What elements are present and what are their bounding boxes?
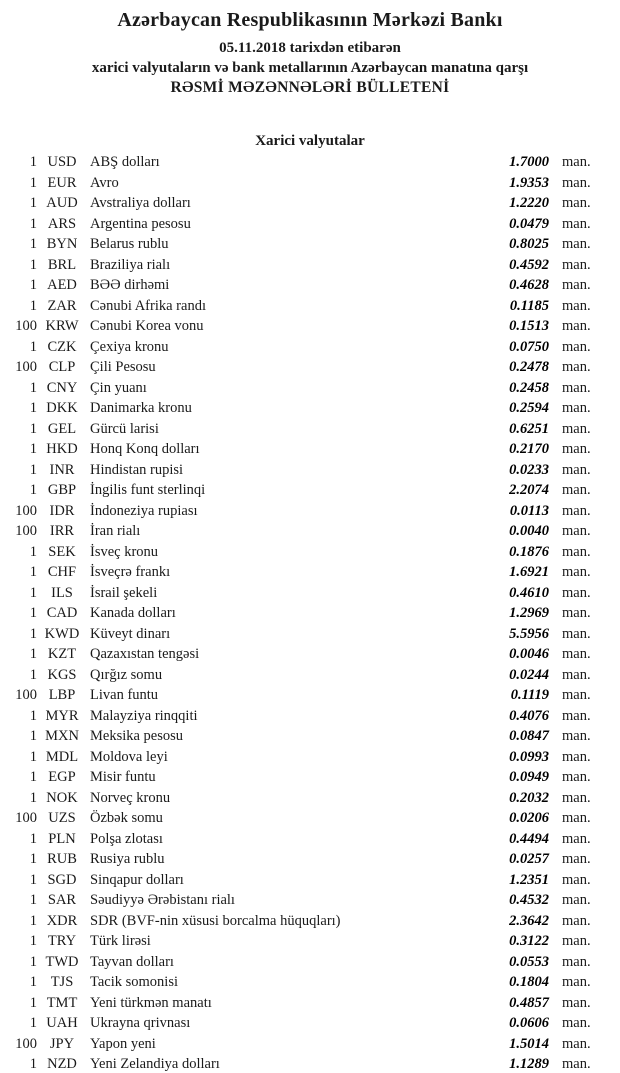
rate-value: 2.2074 xyxy=(509,482,549,498)
currency-name: Türk lirəsi xyxy=(90,933,151,949)
unit-label: man. xyxy=(562,810,591,826)
quantity: 1 xyxy=(29,789,37,806)
currency-code: MDL xyxy=(45,748,79,765)
unit-label: man. xyxy=(562,543,591,560)
rate-value: 2.3642 xyxy=(509,912,549,929)
rate-row xyxy=(0,357,597,378)
unit-label: man. xyxy=(562,1035,591,1052)
currency-code: PLN xyxy=(48,830,76,847)
unit-label: man. xyxy=(562,256,591,273)
unit-label: man. xyxy=(562,789,591,806)
unit-label: man. xyxy=(562,769,591,785)
currency-code: NOK xyxy=(46,789,78,806)
currency-name: Norveç kronu xyxy=(90,789,171,806)
rate-row xyxy=(0,193,597,214)
rate-row xyxy=(0,952,597,973)
rate-value: 0.4628 xyxy=(509,277,549,293)
currency-name: Sinqapur dolları xyxy=(90,871,184,888)
quantity: 100 xyxy=(15,523,37,539)
quantity: 1 xyxy=(29,748,37,765)
rate-row xyxy=(0,316,597,337)
rate-row xyxy=(0,1034,597,1055)
unit-label: man. xyxy=(562,892,591,908)
currency-code: LBP xyxy=(48,687,76,703)
unit-label: man. xyxy=(562,974,591,990)
rates-table xyxy=(0,152,620,1073)
unit-label: man. xyxy=(562,461,591,478)
rate-value: 0.1804 xyxy=(509,974,549,990)
currency-name: Yeni türkmən manatı xyxy=(90,994,212,1011)
quantity: 1 xyxy=(29,338,37,355)
quantity: 1 xyxy=(29,195,37,211)
unit-label: man. xyxy=(562,666,591,683)
currency-code: SEK xyxy=(48,543,76,560)
currency-code: HKD xyxy=(46,441,78,457)
quantity: 1 xyxy=(29,994,37,1011)
rate-value: 1.9353 xyxy=(509,174,549,191)
currency-code: KZT xyxy=(47,646,77,662)
rate-row xyxy=(0,1054,597,1073)
rate-value: 0.1876 xyxy=(509,543,549,560)
currency-name: Tayvan dolları xyxy=(90,953,174,970)
rate-value: 1.2220 xyxy=(509,195,549,211)
rate-row xyxy=(0,562,597,583)
quantity: 1 xyxy=(29,174,37,191)
currency-code: ZAR xyxy=(47,297,77,314)
document-header xyxy=(0,0,620,98)
rate-value: 0.8025 xyxy=(509,236,549,252)
rate-row xyxy=(0,542,597,563)
rate-row xyxy=(0,398,597,419)
rate-row xyxy=(0,501,597,522)
quantity: 1 xyxy=(29,236,37,252)
rate-row xyxy=(0,337,597,358)
currency-name: Kanada dolları xyxy=(90,605,176,621)
currency-name: BƏƏ dirhəmi xyxy=(90,277,170,293)
rate-value: 0.2032 xyxy=(509,789,549,806)
rate-row xyxy=(0,829,597,850)
quantity: 1 xyxy=(29,543,37,560)
currency-name: Cənubi Afrika randı xyxy=(90,297,206,314)
currency-code: XDR xyxy=(46,912,78,929)
currency-code: CHF xyxy=(47,564,77,580)
rate-value: 0.1185 xyxy=(509,297,549,314)
currency-name: Livan funtu xyxy=(90,687,159,703)
quantity: 1 xyxy=(29,666,37,683)
unit-label: man. xyxy=(562,359,591,375)
rate-row xyxy=(0,685,597,706)
quantity: 100 xyxy=(15,1035,37,1052)
currency-code: AED xyxy=(47,277,77,293)
currency-code: CNY xyxy=(46,379,78,396)
rate-value: 0.0206 xyxy=(509,810,549,826)
unit-label: man. xyxy=(562,215,591,232)
rate-row xyxy=(0,234,597,255)
currency-name: SDR (BVF-nin xüsusi borcalma hüquqları) xyxy=(90,912,341,929)
quantity: 1 xyxy=(29,461,37,478)
currency-name: Ukrayna qrivnası xyxy=(90,1015,191,1031)
unit-label: man. xyxy=(562,584,591,601)
rate-row xyxy=(0,296,597,317)
unit-label: man. xyxy=(562,728,591,744)
rate-row xyxy=(0,767,597,788)
rate-value: 0.0113 xyxy=(509,502,549,519)
currency-code: KWD xyxy=(44,625,80,642)
currency-code: TWD xyxy=(45,953,79,970)
unit-label: man. xyxy=(562,441,591,457)
quantity: 1 xyxy=(29,1015,37,1031)
currency-name: Braziliya rialı xyxy=(90,256,171,273)
currency-code: CLP xyxy=(48,359,76,375)
currency-code: GEL xyxy=(47,420,77,437)
rate-row xyxy=(0,747,597,768)
rate-row xyxy=(0,931,597,952)
rate-value: 0.4532 xyxy=(509,892,549,908)
section-title-foreign-currencies: Xarici valyutalar xyxy=(255,133,365,149)
currency-name: İsveç kronu xyxy=(90,543,159,560)
currency-name: İran rialı xyxy=(90,523,141,539)
currency-code: IDR xyxy=(49,502,75,519)
currency-code: ILS xyxy=(51,584,73,601)
unit-label: man. xyxy=(562,933,591,949)
currency-code: UZS xyxy=(48,810,76,826)
rate-row xyxy=(0,378,597,399)
currency-name: Danimarka kronu xyxy=(90,400,192,416)
rate-value: 0.0606 xyxy=(509,1015,549,1031)
currency-name: Yeni Zelandiya dolları xyxy=(90,1056,220,1072)
rate-row xyxy=(0,255,597,276)
unit-label: man. xyxy=(562,851,591,867)
rate-value: 0.2170 xyxy=(509,441,549,457)
rate-row xyxy=(0,603,597,624)
quantity: 1 xyxy=(29,728,37,744)
currency-name: Avro xyxy=(90,174,119,191)
unit-label: man. xyxy=(562,1015,591,1031)
rate-value: 0.4857 xyxy=(509,994,549,1011)
currency-code: EGP xyxy=(48,769,76,785)
bank-name: Azərbaycan Respublikasının Mərkəzi Bankı xyxy=(117,9,503,31)
quantity: 1 xyxy=(29,605,37,621)
quantity: 1 xyxy=(29,256,37,273)
rate-value: 0.1513 xyxy=(509,318,549,334)
quantity: 100 xyxy=(15,359,37,375)
quantity: 100 xyxy=(15,687,37,703)
currency-name: Çili Pesosu xyxy=(90,359,156,375)
effective-date: 05.11.2018 tarixdən etibarən xyxy=(219,40,401,56)
rate-value: 0.0553 xyxy=(509,953,549,970)
unit-label: man. xyxy=(562,338,591,355)
currency-name: Hindistan rupisi xyxy=(90,461,184,478)
currency-name: Honq Konq dolları xyxy=(90,441,200,457)
currency-code: BRL xyxy=(47,256,77,273)
currency-code: BYN xyxy=(46,236,78,252)
rate-value: 5.5956 xyxy=(509,625,549,642)
quantity: 1 xyxy=(29,646,37,662)
currency-name: Avstraliya dolları xyxy=(90,195,191,211)
unit-label: man. xyxy=(562,605,591,621)
currency-code: IRR xyxy=(49,523,75,539)
currency-name: Rusiya rublu xyxy=(90,851,165,867)
currency-name: Yapon yeni xyxy=(90,1035,156,1052)
quantity: 1 xyxy=(29,974,37,990)
rate-value: 0.0244 xyxy=(509,666,549,683)
rate-value: 0.0257 xyxy=(509,851,549,867)
currency-code: UAH xyxy=(46,1015,78,1031)
currency-name: Səudiyyə Ərəbistanı rialı xyxy=(90,892,235,908)
unit-label: man. xyxy=(562,871,591,888)
rate-row xyxy=(0,624,597,645)
unit-label: man. xyxy=(562,154,591,170)
currency-code: CZK xyxy=(47,338,77,355)
currency-name: ABŞ dolları xyxy=(90,154,160,170)
rate-row xyxy=(0,275,597,296)
rate-row xyxy=(0,849,597,870)
rate-row xyxy=(0,583,597,604)
rate-value: 0.2458 xyxy=(509,379,549,396)
currency-code: EUR xyxy=(47,174,77,191)
currency-name: Moldova leyi xyxy=(90,748,168,765)
quantity: 1 xyxy=(29,851,37,867)
rate-value: 0.0847 xyxy=(509,728,549,744)
unit-label: man. xyxy=(562,277,591,293)
rate-value: 0.0949 xyxy=(509,769,549,785)
currency-code: RUB xyxy=(47,851,77,867)
unit-label: man. xyxy=(562,502,591,519)
quantity: 1 xyxy=(29,441,37,457)
quantity: 1 xyxy=(29,769,37,785)
rate-row xyxy=(0,665,597,686)
rate-value: 0.0750 xyxy=(509,338,549,355)
currency-name: Gürcü larisi xyxy=(90,420,159,437)
unit-label: man. xyxy=(562,297,591,314)
rate-value: 0.4610 xyxy=(509,584,549,601)
quantity: 1 xyxy=(29,892,37,908)
quantity: 100 xyxy=(15,318,37,334)
rate-value: 1.2351 xyxy=(509,871,549,888)
bulletin-title: RƏSMİ MƏZƏNNƏLƏRİ BÜLLETENİ xyxy=(170,79,450,96)
rate-value: 0.4076 xyxy=(509,707,549,724)
rate-value: 0.0993 xyxy=(509,748,549,765)
rate-value: 0.4592 xyxy=(509,256,549,273)
quantity: 1 xyxy=(29,707,37,724)
unit-label: man. xyxy=(562,379,591,396)
rate-row xyxy=(0,439,597,460)
rate-row xyxy=(0,808,597,829)
currency-code: TJS xyxy=(50,974,74,990)
unit-label: man. xyxy=(562,482,591,498)
unit-label: man. xyxy=(562,236,591,252)
rate-row xyxy=(0,972,597,993)
unit-label: man. xyxy=(562,564,591,580)
unit-label: man. xyxy=(562,830,591,847)
rate-row xyxy=(0,173,597,194)
unit-label: man. xyxy=(562,420,591,437)
rate-row xyxy=(0,419,597,440)
currency-code: DKK xyxy=(46,400,78,416)
quantity: 1 xyxy=(29,400,37,416)
quantity: 1 xyxy=(29,154,37,170)
rate-row xyxy=(0,460,597,481)
currency-code: GBP xyxy=(47,482,77,498)
rate-value: 0.0233 xyxy=(509,461,549,478)
currency-name: İndoneziya rupiası xyxy=(90,502,198,519)
rate-row xyxy=(0,788,597,809)
currency-name: Meksika pesosu xyxy=(90,728,184,744)
currency-code: AUD xyxy=(46,195,78,211)
quantity: 1 xyxy=(29,215,37,232)
quantity: 1 xyxy=(29,830,37,847)
rate-row xyxy=(0,870,597,891)
quantity: 1 xyxy=(29,625,37,642)
quantity: 1 xyxy=(29,912,37,929)
currency-name: Cənubi Korea vonu xyxy=(90,318,204,334)
currency-name: Qırğız somu xyxy=(90,666,163,683)
currency-code: NZD xyxy=(47,1056,77,1072)
quantity: 1 xyxy=(29,933,37,949)
document-subtitle: xarici valyutaların və bank metallarının Azərbaycan manatına qarşı xyxy=(91,60,529,76)
rate-value: 0.0046 xyxy=(509,646,549,662)
currency-code: MXN xyxy=(45,728,79,744)
currency-code: SGD xyxy=(47,871,77,888)
unit-label: man. xyxy=(562,1056,591,1072)
rate-value: 0.3122 xyxy=(509,933,549,949)
quantity: 1 xyxy=(29,482,37,498)
currency-name: Tacik somonisi xyxy=(90,974,178,990)
quantity: 1 xyxy=(29,1056,37,1072)
currency-name: İngilis funt sterlinqi xyxy=(90,482,206,498)
unit-label: man. xyxy=(562,625,591,642)
rate-row xyxy=(0,214,597,235)
rate-row xyxy=(0,152,597,173)
rate-value: 1.5014 xyxy=(509,1035,549,1052)
rate-value: 0.1119 xyxy=(510,687,549,703)
unit-label: man. xyxy=(562,195,591,211)
currency-code: ARS xyxy=(47,215,77,232)
quantity: 1 xyxy=(29,420,37,437)
quantity: 1 xyxy=(29,277,37,293)
quantity: 1 xyxy=(29,564,37,580)
unit-label: man. xyxy=(562,174,591,191)
unit-label: man. xyxy=(562,318,591,334)
currency-name: Özbək somu xyxy=(90,810,163,826)
rate-value: 0.4494 xyxy=(509,830,549,847)
quantity: 1 xyxy=(29,871,37,888)
unit-label: man. xyxy=(562,646,591,662)
rate-value: 0.6251 xyxy=(509,420,549,437)
unit-label: man. xyxy=(562,953,591,970)
quantity: 1 xyxy=(29,297,37,314)
rate-row xyxy=(0,726,597,747)
rate-row xyxy=(0,1013,597,1034)
currency-name: Malayziya rinqqiti xyxy=(90,707,198,724)
unit-label: man. xyxy=(562,707,591,724)
rate-value: 0.2594 xyxy=(509,400,549,416)
rate-row xyxy=(0,706,597,727)
currency-code: SAR xyxy=(47,892,77,908)
quantity: 1 xyxy=(29,953,37,970)
currency-code: USD xyxy=(47,154,77,170)
rate-row xyxy=(0,521,597,542)
currency-code: KRW xyxy=(45,318,79,334)
rate-value: 1.6921 xyxy=(509,564,549,580)
currency-name: Belarus rublu xyxy=(90,236,169,252)
rate-value: 1.1289 xyxy=(509,1056,549,1072)
currency-name: Misir funtu xyxy=(90,769,156,785)
unit-label: man. xyxy=(562,687,591,703)
currency-code: KGS xyxy=(47,666,77,683)
currency-name: Qazaxıstan tengəsi xyxy=(90,646,200,662)
rate-value: 0.0040 xyxy=(509,523,549,539)
currency-name: İsveçrə frankı xyxy=(90,564,171,580)
rate-value: 1.7000 xyxy=(509,154,549,170)
unit-label: man. xyxy=(562,748,591,765)
quantity: 100 xyxy=(15,810,37,826)
currency-code: TRY xyxy=(47,933,77,949)
currency-code: INR xyxy=(49,461,75,478)
currency-name: Küveyt dinarı xyxy=(90,625,171,642)
rate-value: 0.0479 xyxy=(509,215,549,232)
unit-label: man. xyxy=(562,994,591,1011)
unit-label: man. xyxy=(562,400,591,416)
currency-name: Çin yuanı xyxy=(90,379,147,396)
currency-code: CAD xyxy=(46,605,78,621)
rate-row xyxy=(0,890,597,911)
quantity: 100 xyxy=(15,502,37,519)
quantity: 1 xyxy=(29,379,37,396)
quantity: 1 xyxy=(29,584,37,601)
currency-name: Argentina pesosu xyxy=(90,215,191,232)
rate-value: 0.2478 xyxy=(509,359,549,375)
rate-row xyxy=(0,911,597,932)
rate-row xyxy=(0,993,597,1014)
rate-row xyxy=(0,480,597,501)
currency-name: İsrail şekeli xyxy=(90,584,158,601)
currency-name: Çexiya kronu xyxy=(90,338,169,355)
currency-code: MYR xyxy=(45,707,79,724)
currency-name: Polşa zlotası xyxy=(90,830,163,847)
rate-row xyxy=(0,644,597,665)
rate-value: 1.2969 xyxy=(509,605,549,621)
currency-code: TMT xyxy=(46,994,78,1011)
currency-code: JPY xyxy=(49,1035,75,1052)
unit-label: man. xyxy=(562,523,591,539)
unit-label: man. xyxy=(562,912,591,929)
